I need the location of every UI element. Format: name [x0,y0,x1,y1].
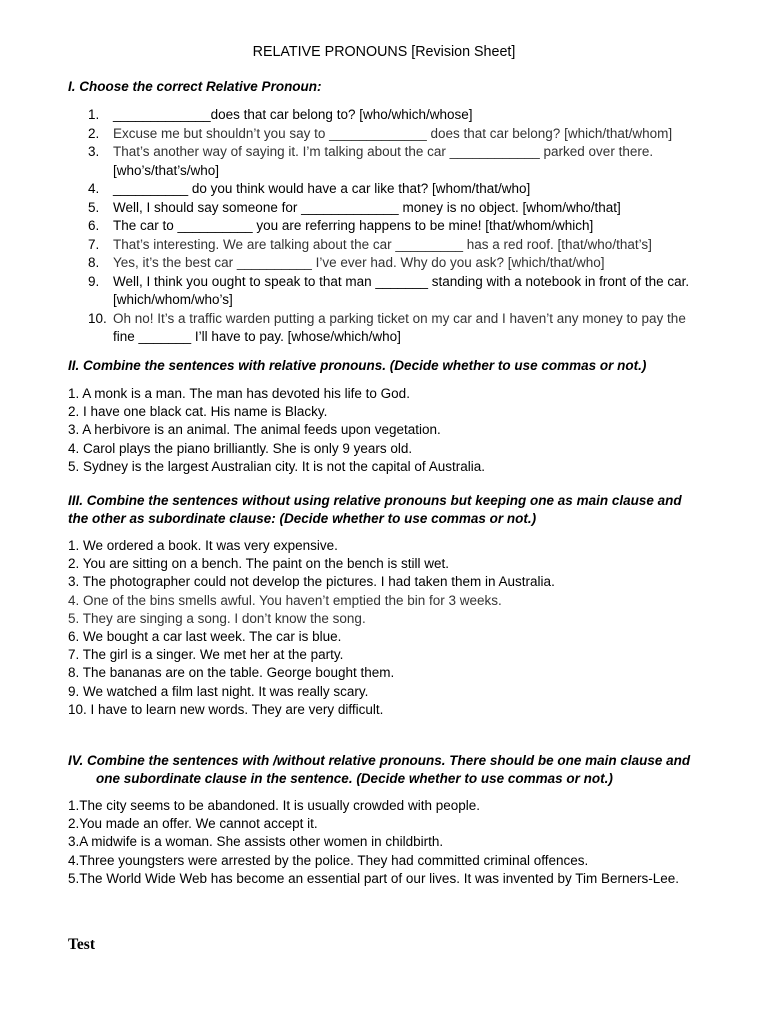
list-item: 9. We watched a film last night. It was really scary. [68,683,369,699]
list-item: 2. Excuse me but shouldn’t you say to _____________ does that car belong? [which/that/whom] [88,125,673,141]
list-item: 5.The World Wide Web has become an essential part of our lives. It was invented by Tim Berners-Lee. [68,870,680,886]
list-item: 4.Three youngsters were arrested by the police. They had committed criminal offences. [68,852,589,868]
list-item: 1. We ordered a book. It was very expensive. [68,538,338,553]
list-item: 2. I have one black cat. His name is Blacky. [68,404,328,420]
list-item: 5. Sydney is the largest Australian city. It is not the capital of Australia. [68,458,485,474]
list-item: 6. We bought a car last week. The car is blue. [68,629,342,645]
section-4-list [68,797,718,888]
list-item: 2. You are sitting on a bench. The paint on the bench is still wet. [68,556,450,572]
list-item: 3. That’s another way of saying it. I’m talking about the car ____________ parked over there. [who’s/that’s/who] [88,144,654,178]
list-item: 5. They are singing a song. I don’t know the song. [68,610,366,626]
list-item: 7. The girl is a singer. We met her at the party. [68,647,344,663]
section-3-list [68,537,718,719]
list-item: 4. Carol plays the piano brilliantly. She is only 9 years old. [68,440,413,456]
list-item: 3. The photographer could not develop the pictures. I had taken them in Australia. [68,574,555,590]
section-3-heading: III. Combine the sentences without using relative pronouns but keeping one as main clause and the other as subordinate clause: (Decide whether to use commas or not.) [68,493,682,526]
list-item: 8. The bananas are on the table. George bought them. [68,665,395,681]
list-item: 7. That’s interesting. We are talking about the car _________ has a red roof. [that/who/that’s] [88,236,652,252]
list-item: 2.You made an offer. We cannot accept it. [68,816,318,832]
footer-test-label: Test [68,936,95,953]
list-item: 10. Oh no! It’s a traffic warden putting a parking ticket on my car and I haven’t any money to pay the fine _______ I’ll have to pay. [whose/which/who] [88,310,686,344]
page-title: RELATIVE PRONOUNS [Revision Sheet] [252,44,516,60]
list-item: 1. _____________does that car belong to? [who/which/whose] [88,107,473,122]
list-item: 6. The car to __________ you are referring happens to be mine! [that/whom/which] [88,218,594,233]
list-item: 8. Yes, it’s the best car __________ I’ve ever had. Why do you ask? [which/that/who] [88,255,605,270]
list-item: 5. Well, I should say someone for _____________ money is no object. [whom/who/that] [88,199,621,215]
list-item: 3.A midwife is a woman. She assists other women in childbirth. [68,834,444,850]
section-2-list [68,385,718,476]
list-item: 3. A herbivore is an animal. The animal feeds upon vegetation. [68,422,441,438]
list-item: 4. __________ do you think would have a car like that? [whom/that/who] [88,181,531,196]
section-1-heading: I. Choose the correct Relative Pronoun: [68,79,322,94]
list-item: 4. One of the bins smells awful. You haven’t emptied the bin for 3 weeks. [68,592,502,608]
list-item: 9. Well, I think you ought to speak to that man _______ standing with a notebook in front of the car. [which/whom/who’s] [88,273,690,307]
list-item: 1. A monk is a man. The man has devoted his life to God. [68,386,410,401]
section-1-list [88,106,718,347]
section-2-heading: II. Combine the sentences with relative pronouns. (Decide whether to use commas or not.) [68,358,647,373]
section-4-heading: IV. Combine the sentences with /without relative pronouns. There should be one main clause and one subordinate clause in the sentence. (Decide whether to use commas or not.) [68,753,691,786]
list-item: 10. I have to learn new words. They are very difficult. [68,701,384,717]
list-item: 1.The city seems to be abandoned. It is usually crowded with people. [68,798,480,813]
